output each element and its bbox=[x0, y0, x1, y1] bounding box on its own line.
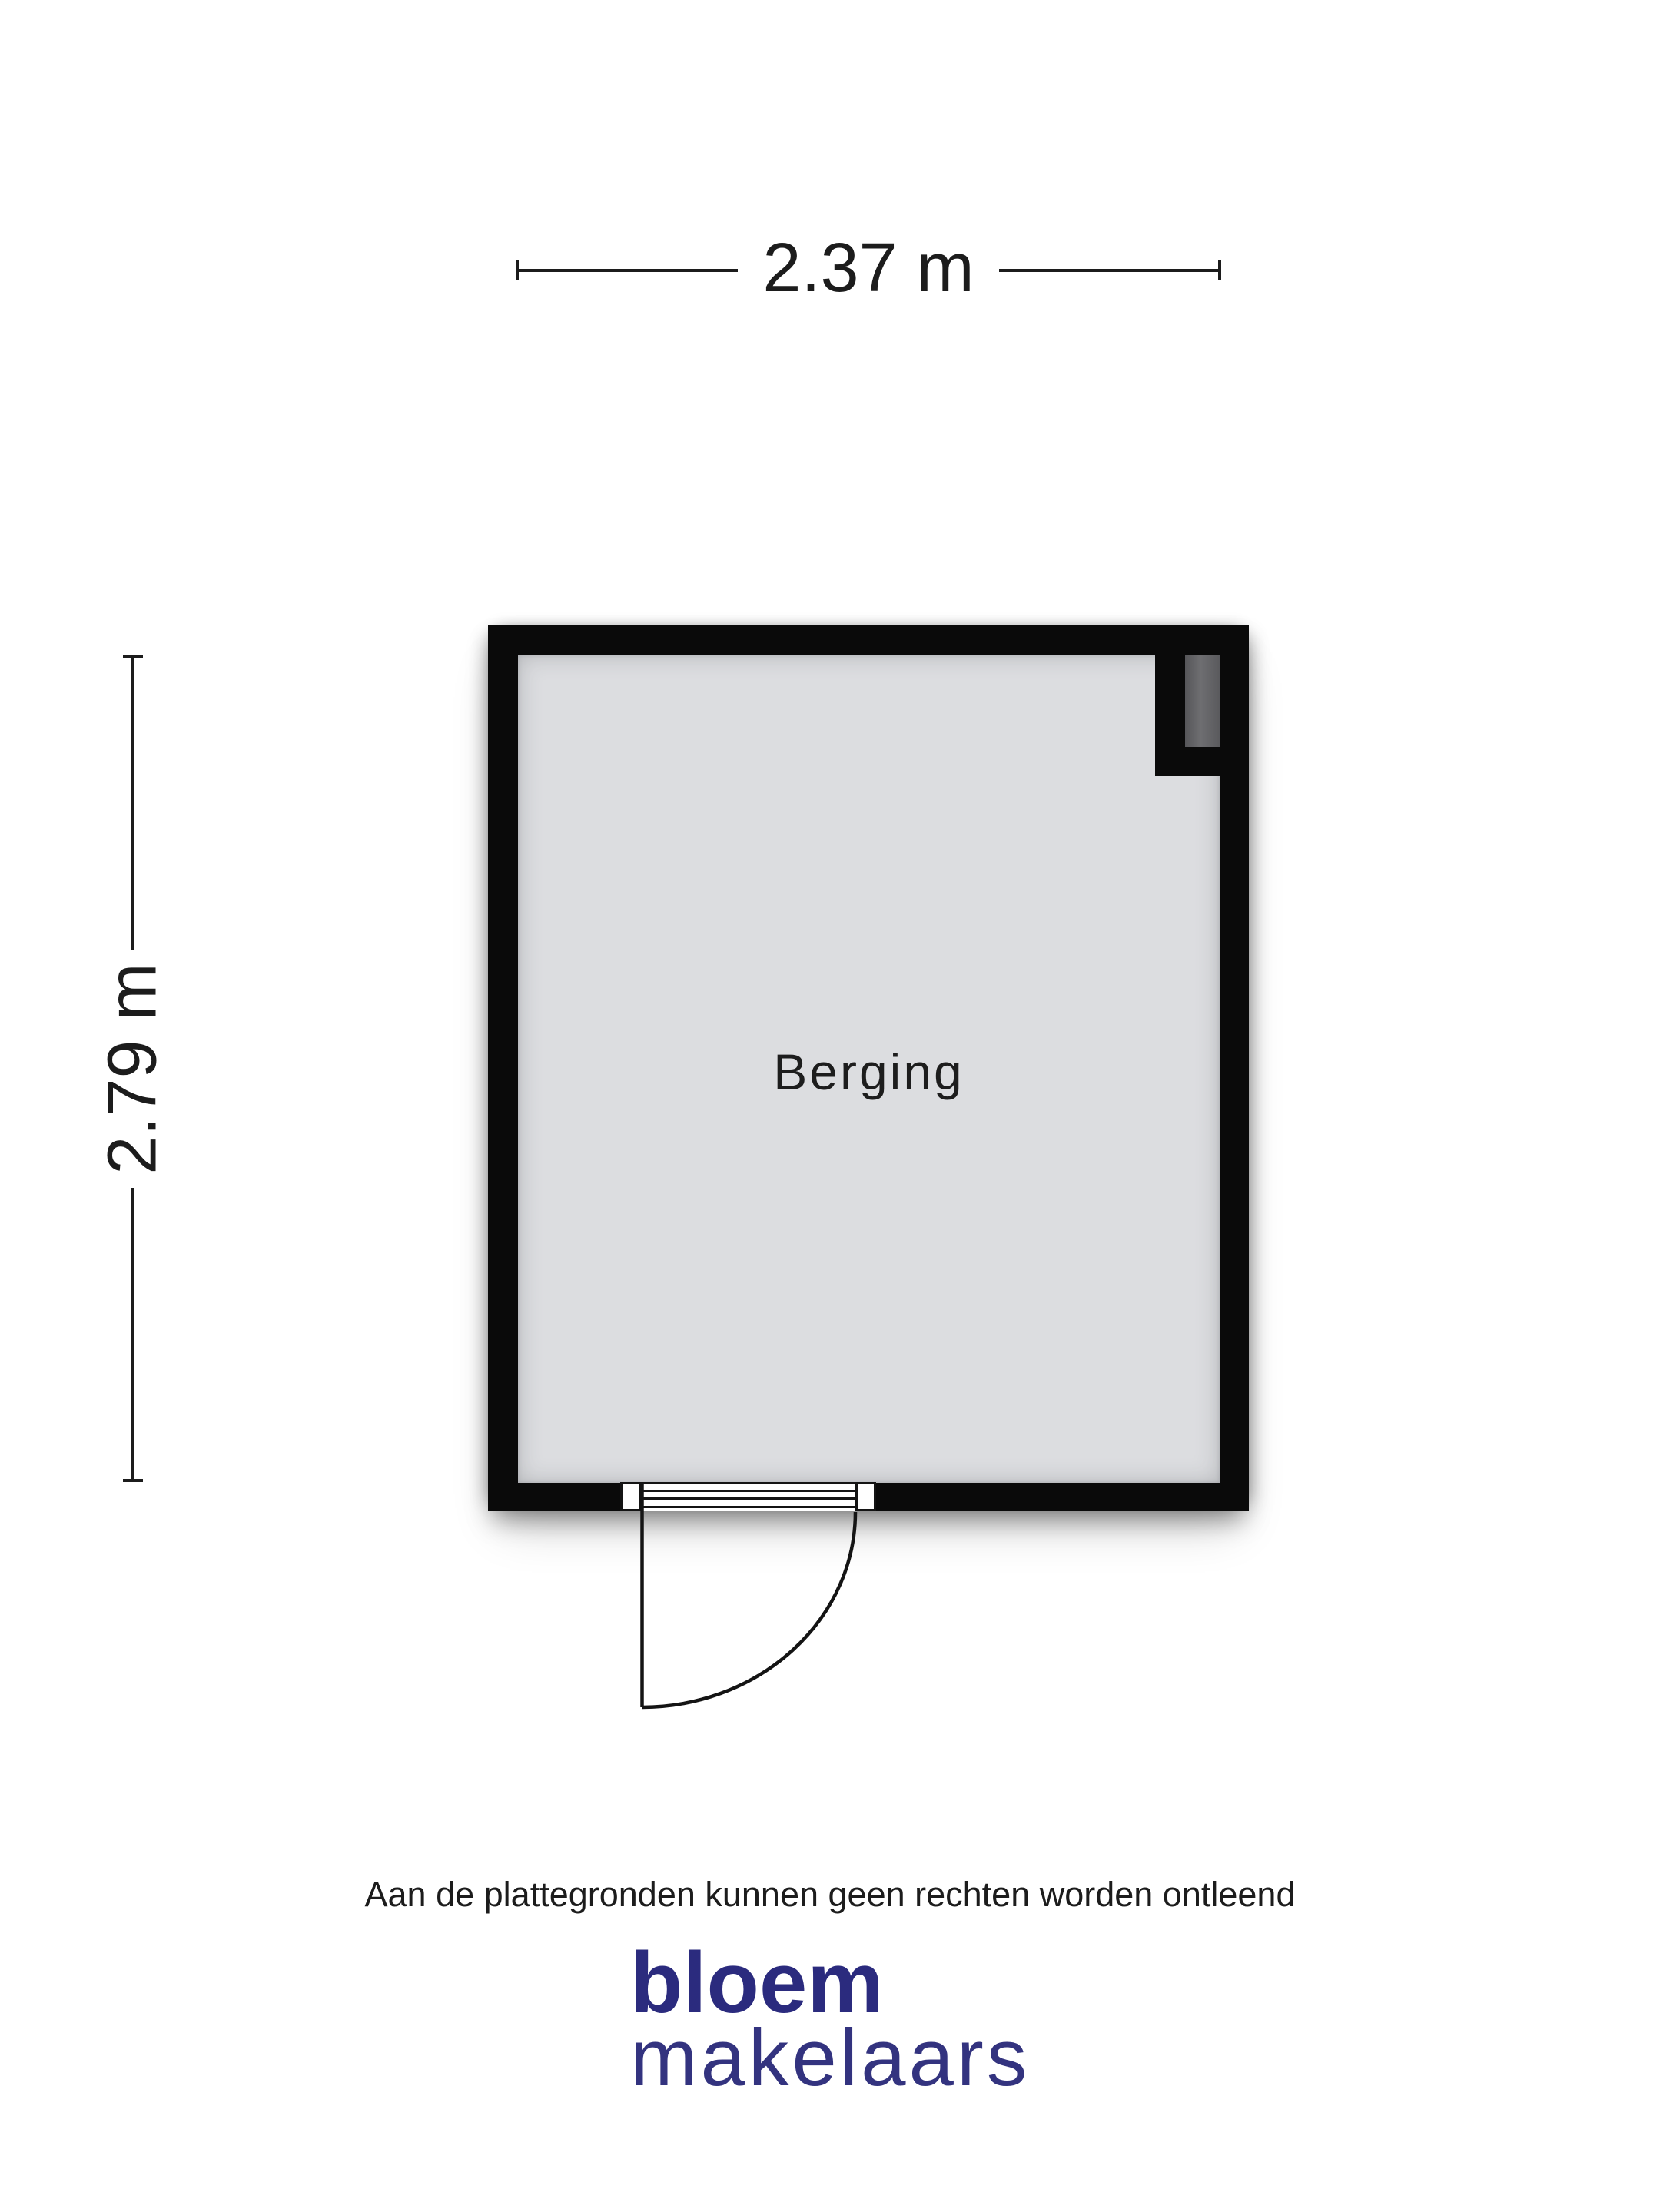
door-threshold bbox=[640, 1482, 856, 1511]
duct bbox=[1185, 655, 1220, 747]
dimension-tick-right bbox=[1218, 260, 1221, 280]
dimension-width-line-left bbox=[519, 269, 738, 272]
dimension-width bbox=[516, 228, 1221, 313]
door-jamb-left bbox=[620, 1482, 641, 1511]
dimension-height bbox=[91, 655, 175, 1482]
room-floor bbox=[518, 655, 1220, 1483]
room-walls bbox=[488, 625, 1249, 1511]
dimension-height-label: 2.79 m bbox=[94, 963, 171, 1175]
dimension-height-line-bottom bbox=[131, 1188, 134, 1479]
dimension-height-label-wrap bbox=[91, 950, 175, 1188]
dimension-height-line-top bbox=[131, 658, 134, 950]
dimension-width-label: 2.37 m bbox=[762, 229, 974, 307]
dimension-tick-bottom bbox=[123, 1479, 143, 1482]
dimension-width-line-right bbox=[999, 269, 1218, 272]
logo-makelaars: makelaars bbox=[630, 2013, 1031, 2103]
door-swing-arc bbox=[642, 1512, 856, 1707]
shaft-block bbox=[1155, 655, 1220, 776]
door-opening bbox=[620, 1482, 876, 1511]
logo-bloem: bloem bbox=[630, 1935, 884, 2031]
room-label: Berging bbox=[773, 1043, 964, 1100]
door-jamb-right bbox=[855, 1482, 876, 1511]
agency-logo bbox=[630, 1936, 1030, 2128]
disclaimer-text: Aan de plattegronden kunnen geen rechten worden ontleend bbox=[364, 1875, 1296, 1914]
